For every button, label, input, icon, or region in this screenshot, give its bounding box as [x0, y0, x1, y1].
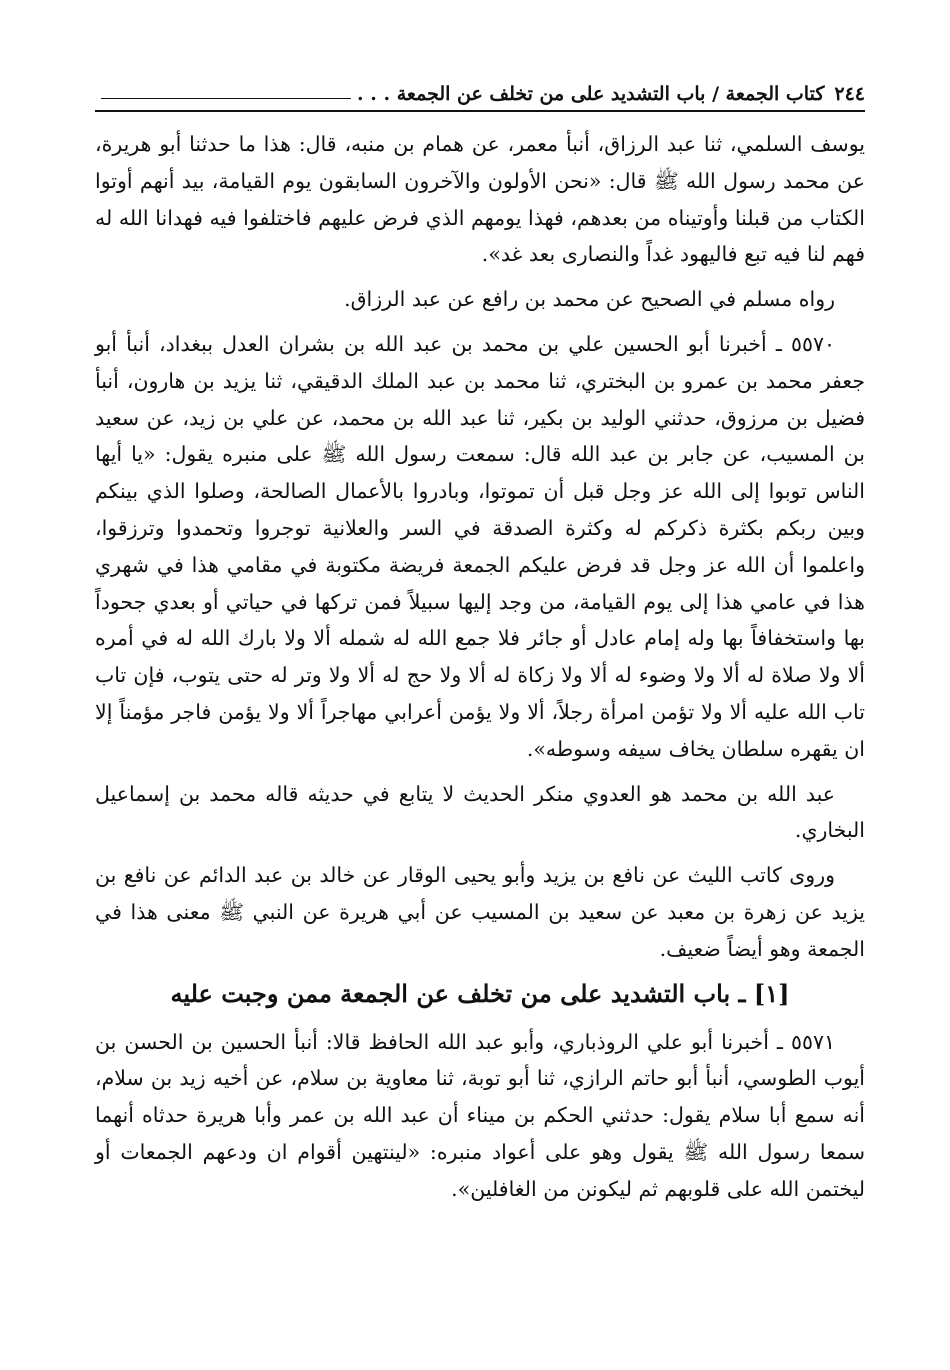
paragraph-hadith-5570: ٥٥٧٠ ـ أخبرنا أبو الحسين علي بن محمد بن عبد الله بن بشران العدل ببغداد، أنبأ أبو جعفر محمد بن عمرو بن البختري، ثنا محمد بن عبد الملك الدقيقي، ثنا يزيد بن هارون، أنبأ فضيل بن مرزوق، حدثني الوليد بن بكير، ثنا عبد الله بن محمد، عن علي بن زيد، عن سعيد بن المسيب، عن جابر بن عبد الله قال: سمعت رسول الله ﷺ على منبره يقول: «يا أيها الناس توبوا إلى الله عز وجل قبل أن تموتوا، وبادروا بالأعمال الصالحة، وصلوا الذي بينكم وبين ربكم بكثرة ذكركم له وكثرة الصدقة في السر والعلانية توجروا وتحمدوا وترزقوا، واعلموا أن الله عز وجل قد فرض عليكم الجمعة فريضة مكتوبة في مقامي هذا في شهري هذا في عامي هذا إلى يوم القيامة، من وجد إليها سبيلاً فمن تركها في حياتي أو بعدي جحوداً بها واستخفافاً بها وله إمام عادل أو جائر فلا جمع الله له شمله ألا ولا بارك الله له في أمره ألا ولا صلاة له ألا ولا وضوء له ألا ولا زكاة له ألا ولا حج له ألا ولا وتر له حتى يتوب، فإن تاب تاب الله عليه ألا ولا تؤمن امرأة رجلاً، ألا ولا يؤمن أعرابي مهاجراً ألا ولا يؤمن فاجر مؤمناً إلا ان يقهره سلطان يخاف سيفه وسوطه».: [95, 331, 865, 761]
paragraph-hadith-5571: ٥٥٧١ ـ أخبرنا أبو علي الروذباري، وأبو عبد الله الحافظ قالا: أنبأ الحسين بن الحسن بن أيوب الطوسي، أنبأ أبو حاتم الرازي، ثنا أبو توبة، ثنا معاوية بن سلام، عن أخيه زيد بن سلام، أنه سمع أبا سلام يقول: حدثني الحكم بن ميناء أن عبد الله بن عمر وأبا هريرة حدثاه أنهما سمعا رسول الله ﷺ يقول وهو على أعواد منبره: «لينتهين أقوام ان ودعهم الجمعات أو ليختمن الله على قلوبهم ثم ليكونن من الغافلين».: [95, 1029, 865, 1201]
book-page: [95, 80, 865, 1216]
paragraph-grading-note: عبد الله بن محمد هو العدوي منكر الحديث لا يتابع في حديثه قاله محمد بن إسماعيل البخاري.: [95, 781, 865, 843]
paragraph-alternate-chain: وروى كاتب الليث عن نافع بن يزيد وأبو يحيى الوقار عن خالد بن عبد الدائم عن نافع بن يزيد عن زهرة بن معبد عن سعيد بن المسيب عن أبي هريرة عن النبي ﷺ معنى هذا في الجمعة وهو أيضاً ضعيف.: [95, 863, 865, 961]
page-body: [95, 126, 865, 1208]
page-number: ٢٤٤: [834, 83, 865, 105]
running-title: كتاب الجمعة / باب التشديد على من تخلف عن الجمعة . . .: [357, 83, 825, 105]
chapter-heading: [١] ـ باب التشديد على من تخلف عن الجمعة ممن وجبت عليه: [170, 978, 790, 1008]
paragraph-narration-note: رواه مسلم في الصحيح عن محمد بن رافع عن عبد الرزاق.: [344, 287, 835, 312]
running-head: [95, 80, 865, 112]
paragraph-hadith-continuation: يوسف السلمي، ثنا عبد الرزاق، أنبأ معمر، عن همام بن منبه، قال: هذا ما حدثنا أبو هريرة، عن محمد رسول الله ﷺ قال: «نحن الأولون والآخرون السابقون يوم القيامة، بيد أنهم أوتوا الكتاب من قبلنا وأوتيناه من بعدهم، فهذا يومهم الذي فرض عليهم فاختلفوا فيه فهدانا الله له فهم لنا فيه تبع فاليهود غداً والنصارى بعد غد».: [95, 132, 865, 267]
header-rule: [101, 98, 351, 99]
